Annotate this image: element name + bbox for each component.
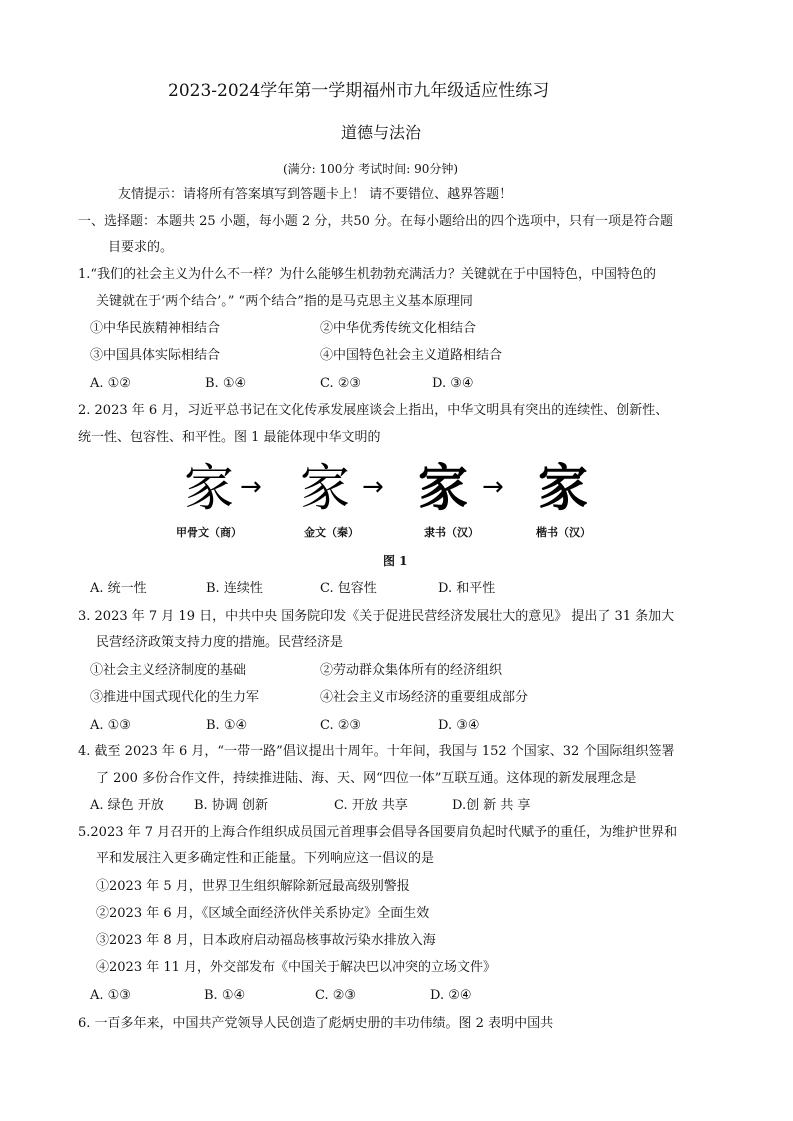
glyph-clerical-script: 家 (418, 459, 468, 517)
q2-stem-line2: 统一性、包容性、和平性。图 1 最能体现中华文明的 (78, 430, 381, 445)
q1-option-b: B. ①④ (205, 376, 247, 391)
friendly-tip: 友情提示：请将所有答案填写到答题卡上！ 请不要错位、越界答题！ (118, 187, 513, 202)
figure-1-label: 图 1 (383, 554, 408, 568)
caption-clerical-script: 隶书（汉） (424, 526, 479, 539)
arrow-1: → (240, 472, 262, 502)
caption-regular-script: 楷书（汉） (536, 526, 591, 539)
q5-option-c: C. ②③ (315, 988, 357, 1003)
q1-statement-4: ④中国特色社会主义道路相结合 (320, 348, 503, 363)
page-title: 2023-2024学年第一学期福州市九年级适应性练习 (168, 81, 550, 101)
q1-option-d: D. ③④ (432, 376, 474, 391)
q5-option-a: A. ①③ (90, 988, 131, 1003)
q2-option-b: B. 连续性 (206, 581, 263, 596)
q3-stem-line1: 3. 2023 年 7 月 19 日，中共中央 国务院印发《关于促进民营经济发展壮大的意见》 提出了 31 条加大 (78, 609, 675, 624)
q5-statement-3: ③2023 年 8 月，日本政府启动福岛核事故污染水排放入海 (96, 933, 436, 948)
q3-option-a: A. ①③ (90, 718, 131, 733)
subject-title: 道德与法治 (341, 123, 422, 142)
arrow-2: → (362, 472, 384, 502)
q5-stem-line1: 5.2023 年 7 月召开的上海合作组织成员国元首理事会倡导各国要肩负起时代赋予的重任，为维护世界和 (78, 825, 678, 840)
q5-stem-line2: 平和发展注入更多确定性和正能量。下列响应这一倡议的是 (96, 851, 435, 866)
q3-statement-1: ①社会主义经济制度的基础 (90, 663, 247, 678)
q5-option-d: D. ②④ (430, 988, 472, 1003)
q3-option-b: B. ①④ (206, 718, 248, 733)
q4-option-a: A. 绿色 开放 (90, 798, 164, 813)
q6-stem-line1: 6. 一百多年来，中国共产党领导人民创造了彪炳史册的丰功伟绩。图 2 表明中国共 (78, 1016, 554, 1031)
q3-option-d: D. ③④ (438, 718, 480, 733)
exam-meta: (满分: 100分 考试时间: 90分钟) (283, 162, 459, 176)
q3-statement-4: ④社会主义市场经济的重要组成部分 (320, 690, 529, 705)
caption-oracle-bone: 甲骨文（商） (176, 526, 242, 539)
q5-statement-4: ④2023 年 11 月，外交部发布《中国关于解决巴以冲突的立场文件》 (96, 960, 497, 975)
q1-statement-3: ③中国具体实际相结合 (90, 348, 221, 363)
q4-stem-line1: 4. 截至 2023 年 6 月，“一带一路”倡议提出十周年。十年间，我国与 152 个国家、32 个国际组织签署 (78, 744, 675, 759)
q2-stem-line1: 2. 2023 年 6 月，习近平总书记在文化传承发展座谈会上指出，中华文明具有突出的连续性、创新性、 (78, 403, 669, 418)
glyph-oracle-bone: 家 (184, 459, 234, 517)
q2-option-c: C. 包容性 (320, 581, 377, 596)
q3-statement-2: ②劳动群众集体所有的经济组织 (320, 663, 503, 678)
q3-stem-line2: 民营经济政策支持力度的措施。民营经济是 (96, 635, 344, 650)
q1-statement-2: ②中华优秀传统文化相结合 (320, 321, 477, 336)
section-instruction-line1: 一、选择题：本题共 25 小题，每小题 2 分，共50 分。在每小题给出的四个选项中，只有一项是符合题 (78, 214, 674, 229)
q5-statement-2: ②2023 年 6 月，《区域全面经济伙伴关系协定》全面生效 (96, 906, 430, 921)
q1-option-c: C. ②③ (320, 376, 362, 391)
q4-option-b: B. 协调 创新 (194, 798, 268, 813)
q3-option-c: C. ②③ (320, 718, 362, 733)
glyph-bronze-script: 家 (300, 459, 350, 517)
glyph-regular-script: 家 (538, 458, 588, 517)
q1-stem-line2: 关键就在于‘两个结合’。” “两个结合”指的是马克思主义基本原理同 (96, 294, 473, 309)
figure-1-evolution-of-jia (170, 458, 610, 548)
section-instruction-line2: 目要求的。 (108, 240, 174, 255)
q1-option-a: A. ①② (90, 376, 131, 391)
q3-statement-3: ③推进中国式现代化的生力军 (90, 690, 260, 705)
caption-bronze-script: 金文（秦） (304, 526, 359, 539)
q2-option-d: D. 和平性 (438, 581, 496, 596)
q5-statement-1: ①2023 年 5 月，世界卫生组织解除新冠最高级别警报 (96, 879, 410, 894)
q1-statement-1: ①中华民族精神相结合 (90, 321, 221, 336)
q4-stem-line2: 了 200 多份合作文件，持续推进陆、海、天、网“四位一体”互联互通。这体现的新发展理念是 (96, 771, 637, 786)
arrow-3: → (482, 472, 504, 502)
q4-option-c: C. 开放 共享 (334, 798, 408, 813)
q5-option-b: B. ①④ (204, 988, 246, 1003)
q4-option-d: D.创 新 共 享 (452, 798, 531, 813)
q2-option-a: A. 统一性 (90, 581, 147, 596)
q1-stem-line1: 1.“我们的社会主义为什么不一样？为什么能够生机勃勃充满活力？关键就在于中国特色，中国特色的 (78, 267, 657, 282)
